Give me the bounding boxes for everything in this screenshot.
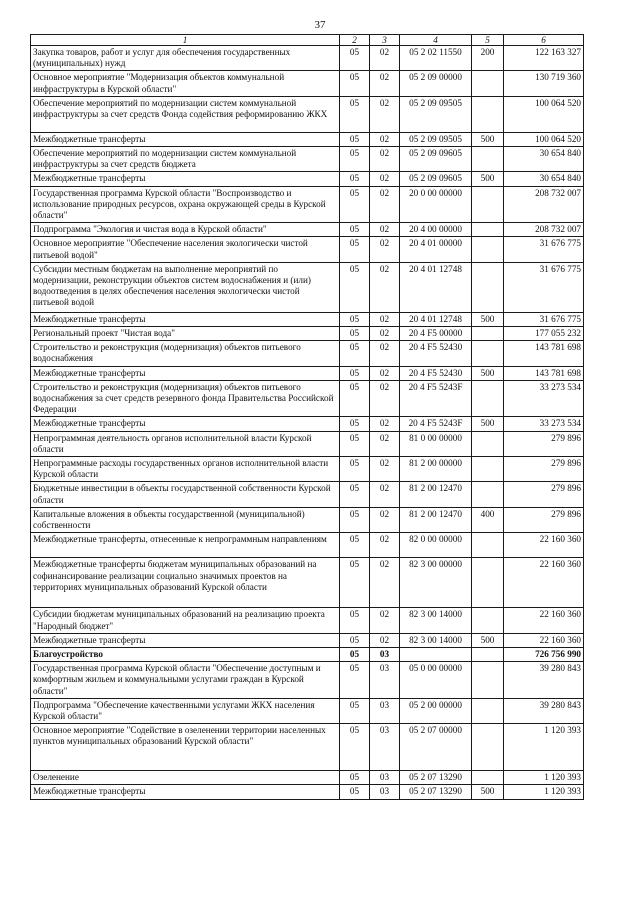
cell-name: Непрограммная деятельность органов исполнительной власти Курской области	[31, 431, 340, 456]
table-row	[31, 771, 584, 785]
table-row	[31, 698, 584, 723]
table-row	[31, 785, 584, 799]
cell-expense-type	[472, 71, 504, 96]
cell-amount: 1 120 393	[504, 771, 584, 785]
cell-target-article: 20 4 01 12748	[400, 312, 472, 326]
cell-amount: 208 732 007	[504, 186, 584, 223]
cell-expense-type	[472, 237, 504, 262]
cell-target-article: 05 2 09 09605	[400, 147, 472, 172]
col-header-section: 2	[340, 35, 370, 46]
cell-amount: 31 676 775	[504, 237, 584, 262]
cell-expense-type	[472, 724, 504, 771]
table-row	[31, 662, 584, 699]
col-header-subsection: 3	[370, 35, 400, 46]
cell-section: 05	[340, 132, 370, 146]
cell-subsection: 02	[370, 558, 400, 608]
cell-name: Межбюджетные трансферты, отнесенные к непрограммным направлениям	[31, 533, 340, 558]
cell-subsection: 03	[370, 647, 400, 661]
cell-amount: 726 756 990	[504, 647, 584, 661]
cell-amount: 122 163 327	[504, 46, 584, 71]
header-row	[31, 35, 584, 46]
cell-subsection: 02	[370, 186, 400, 223]
cell-amount: 33 273 534	[504, 380, 584, 417]
table-row	[31, 533, 584, 558]
cell-amount: 22 160 360	[504, 533, 584, 558]
table-row	[31, 633, 584, 647]
cell-amount: 279 896	[504, 507, 584, 532]
cell-subsection: 02	[370, 147, 400, 172]
col-header-expense-type: 5	[472, 35, 504, 46]
cell-expense-type	[472, 558, 504, 608]
cell-subsection: 02	[370, 507, 400, 532]
cell-name: Обеспечение мероприятий по модернизации систем коммунальной инфраструктуры за счет средств Фонда содействия реформированию ЖКХ	[31, 96, 340, 132]
cell-target-article: 20 4 01 00000	[400, 237, 472, 262]
cell-subsection: 02	[370, 417, 400, 431]
cell-subsection: 02	[370, 341, 400, 366]
cell-amount: 130 719 360	[504, 71, 584, 96]
cell-section: 05	[340, 46, 370, 71]
cell-target-article: 82 0 00 00000	[400, 533, 472, 558]
table-row	[31, 507, 584, 532]
cell-name: Закупка товаров, работ и услуг для обеспечения государственных (муниципальных) нужд	[31, 46, 340, 71]
cell-target-article: 05 2 09 09605	[400, 172, 472, 186]
table-row	[31, 647, 584, 661]
cell-amount: 30 654 840	[504, 147, 584, 172]
cell-subsection: 02	[370, 431, 400, 456]
cell-subsection: 03	[370, 785, 400, 799]
cell-name: Межбюджетные трансферты	[31, 785, 340, 799]
cell-target-article: 20 0 00 00000	[400, 186, 472, 223]
cell-expense-type	[472, 341, 504, 366]
cell-section: 05	[340, 223, 370, 237]
table-row	[31, 366, 584, 380]
cell-subsection: 02	[370, 608, 400, 633]
cell-name: Бюджетные инвестиции в объекты государственной собственности Курской области	[31, 482, 340, 507]
cell-section: 05	[340, 771, 370, 785]
table-row	[31, 96, 584, 132]
cell-subsection: 02	[370, 172, 400, 186]
cell-subsection: 02	[370, 46, 400, 71]
cell-name: Межбюджетные трансферты	[31, 312, 340, 326]
cell-name: Основное мероприятие "Содействие в озеленении территории населенных пунктов муниципальных образований Курской области"	[31, 724, 340, 771]
cell-target-article: 05 2 00 00000	[400, 698, 472, 723]
cell-name: Региональный проект "Чистая вода"	[31, 327, 340, 341]
cell-amount: 31 676 775	[504, 312, 584, 326]
cell-section: 05	[340, 698, 370, 723]
cell-section: 05	[340, 147, 370, 172]
table-row	[31, 262, 584, 312]
cell-section: 05	[340, 507, 370, 532]
cell-target-article: 82 3 00 00000	[400, 558, 472, 608]
cell-subsection: 02	[370, 380, 400, 417]
cell-subsection: 03	[370, 662, 400, 699]
cell-expense-type	[472, 662, 504, 699]
cell-name: Благоустройство	[31, 647, 340, 661]
table-row	[31, 312, 584, 326]
cell-section: 05	[340, 417, 370, 431]
cell-section: 05	[340, 312, 370, 326]
table-row	[31, 558, 584, 608]
cell-section: 05	[340, 633, 370, 647]
table-row	[31, 186, 584, 223]
cell-target-article: 05 2 09 09505	[400, 132, 472, 146]
cell-expense-type: 500	[472, 633, 504, 647]
cell-expense-type	[472, 96, 504, 132]
cell-target-article: 20 4 F5 52430	[400, 341, 472, 366]
cell-section: 05	[340, 327, 370, 341]
cell-subsection: 02	[370, 71, 400, 96]
cell-amount: 33 273 534	[504, 417, 584, 431]
cell-amount: 30 654 840	[504, 172, 584, 186]
cell-subsection: 02	[370, 366, 400, 380]
cell-expense-type	[472, 698, 504, 723]
cell-target-article: 05 2 07 00000	[400, 724, 472, 771]
cell-amount: 22 160 360	[504, 633, 584, 647]
col-header-amount: 6	[504, 35, 584, 46]
cell-amount: 143 781 698	[504, 366, 584, 380]
cell-name: Межбюджетные трансферты	[31, 417, 340, 431]
col-header-name: 1	[31, 35, 340, 46]
cell-amount: 39 280 843	[504, 698, 584, 723]
cell-expense-type	[472, 431, 504, 456]
cell-name: Озеленение	[31, 771, 340, 785]
table-row	[31, 417, 584, 431]
page-number: 37	[314, 19, 326, 31]
cell-subsection: 02	[370, 132, 400, 146]
cell-expense-type	[472, 647, 504, 661]
cell-subsection: 02	[370, 223, 400, 237]
cell-name: Непрограммные расходы государственных органов исполнительной власти Курской области	[31, 457, 340, 482]
cell-expense-type: 500	[472, 132, 504, 146]
cell-name: Государственная программа Курской области "Обеспечение доступным и комфортным жильем и коммунальными услугами граждан в Курской области"	[31, 662, 340, 699]
cell-name: Межбюджетные трансферты	[31, 633, 340, 647]
table-row	[31, 71, 584, 96]
cell-expense-type: 400	[472, 507, 504, 532]
cell-name: Строительство и реконструкция (модернизация) объектов питьевого водоснабжения за счет средств резервного фонда Правительства Российской Федерации	[31, 380, 340, 417]
cell-expense-type	[472, 327, 504, 341]
cell-name: Межбюджетные трансферты бюджетам муниципальных образований на софинансирование реализации социально значимых проектов на территориях муниципальных образований Курской области	[31, 558, 340, 608]
table-row	[31, 608, 584, 633]
cell-target-article: 20 4 01 12748	[400, 262, 472, 312]
table-row	[31, 46, 584, 71]
cell-name: Межбюджетные трансферты	[31, 172, 340, 186]
table-row	[31, 482, 584, 507]
cell-target-article: 05 2 09 00000	[400, 71, 472, 96]
cell-name: Межбюджетные трансферты	[31, 366, 340, 380]
cell-target-article: 20 4 F5 5243F	[400, 417, 472, 431]
cell-amount: 39 280 843	[504, 662, 584, 699]
cell-amount: 31 676 775	[504, 262, 584, 312]
cell-target-article: 82 3 00 14000	[400, 608, 472, 633]
cell-name: Подпрограмма "Экология и чистая вода в Курской области"	[31, 223, 340, 237]
cell-expense-type	[472, 608, 504, 633]
cell-subsection: 02	[370, 533, 400, 558]
cell-subsection: 03	[370, 724, 400, 771]
cell-section: 05	[340, 662, 370, 699]
cell-subsection: 03	[370, 698, 400, 723]
cell-target-article	[400, 647, 472, 661]
cell-amount: 22 160 360	[504, 608, 584, 633]
cell-target-article: 05 2 09 09505	[400, 96, 472, 132]
cell-target-article: 20 4 F5 00000	[400, 327, 472, 341]
cell-amount: 279 896	[504, 457, 584, 482]
cell-name: Строительство и реконструкция (модернизация) объектов питьевого водоснабжения	[31, 341, 340, 366]
cell-name: Подпрограмма "Обеспечение качественными услугами ЖКХ населения Курской области"	[31, 698, 340, 723]
cell-name: Основное мероприятие "Обеспечение населения экологически чистой питьевой водой"	[31, 237, 340, 262]
cell-section: 05	[340, 186, 370, 223]
cell-target-article: 20 4 F5 5243F	[400, 380, 472, 417]
table-row	[31, 132, 584, 146]
cell-amount: 279 896	[504, 431, 584, 456]
cell-expense-type: 500	[472, 785, 504, 799]
table-row	[31, 223, 584, 237]
cell-subsection: 02	[370, 96, 400, 132]
table-row	[31, 431, 584, 456]
cell-subsection: 02	[370, 237, 400, 262]
cell-target-article: 82 3 00 14000	[400, 633, 472, 647]
cell-section: 05	[340, 558, 370, 608]
cell-target-article: 81 2 00 00000	[400, 457, 472, 482]
cell-section: 05	[340, 482, 370, 507]
cell-subsection: 02	[370, 327, 400, 341]
cell-expense-type: 500	[472, 172, 504, 186]
cell-expense-type	[472, 457, 504, 482]
cell-target-article: 81 2 00 12470	[400, 507, 472, 532]
cell-amount: 279 896	[504, 482, 584, 507]
cell-name: Субсидии бюджетам муниципальных образований на реализацию проекта "Народный бюджет"	[31, 608, 340, 633]
table-row	[31, 380, 584, 417]
cell-subsection: 03	[370, 771, 400, 785]
cell-amount: 208 732 007	[504, 223, 584, 237]
cell-section: 05	[340, 785, 370, 799]
cell-amount: 177 055 232	[504, 327, 584, 341]
cell-amount: 22 160 360	[504, 558, 584, 608]
cell-expense-type: 500	[472, 417, 504, 431]
cell-section: 05	[340, 724, 370, 771]
cell-section: 05	[340, 457, 370, 482]
table-row	[31, 341, 584, 366]
cell-amount: 1 120 393	[504, 724, 584, 771]
cell-subsection: 02	[370, 633, 400, 647]
cell-name: Капитальные вложения в объекты государственной (муниципальной) собственности	[31, 507, 340, 532]
cell-section: 05	[340, 431, 370, 456]
cell-amount: 1 120 393	[504, 785, 584, 799]
cell-section: 05	[340, 380, 370, 417]
table-row	[31, 172, 584, 186]
cell-expense-type: 500	[472, 312, 504, 326]
cell-name: Субсидии местным бюджетам на выполнение мероприятий по модернизации, реконструкции объектов систем водоснабжения и (или) водоотведения в целях обеспечения населения экологически чистой питьевой водой	[31, 262, 340, 312]
table-row	[31, 457, 584, 482]
cell-subsection: 02	[370, 457, 400, 482]
cell-amount: 100 064 520	[504, 96, 584, 132]
cell-section: 05	[340, 341, 370, 366]
cell-target-article: 81 0 00 00000	[400, 431, 472, 456]
cell-target-article: 81 2 00 12470	[400, 482, 472, 507]
cell-expense-type	[472, 186, 504, 223]
col-header-target-article: 4	[400, 35, 472, 46]
cell-section: 05	[340, 237, 370, 262]
cell-amount: 100 064 520	[504, 132, 584, 146]
cell-name: Межбюджетные трансферты	[31, 132, 340, 146]
cell-expense-type	[472, 147, 504, 172]
cell-subsection: 02	[370, 262, 400, 312]
cell-subsection: 02	[370, 312, 400, 326]
cell-section: 05	[340, 172, 370, 186]
budget-table	[30, 34, 584, 800]
cell-section: 05	[340, 96, 370, 132]
cell-target-article: 05 2 07 13290	[400, 771, 472, 785]
cell-section: 05	[340, 533, 370, 558]
cell-section: 05	[340, 262, 370, 312]
cell-expense-type	[472, 223, 504, 237]
cell-amount: 143 781 698	[504, 341, 584, 366]
cell-target-article: 20 4 00 00000	[400, 223, 472, 237]
table-row	[31, 327, 584, 341]
cell-expense-type	[472, 262, 504, 312]
cell-section: 05	[340, 366, 370, 380]
cell-expense-type	[472, 380, 504, 417]
table-row	[31, 147, 584, 172]
cell-expense-type	[472, 771, 504, 785]
cell-section: 05	[340, 71, 370, 96]
cell-name: Основное мероприятие "Модернизация объектов коммунальной инфраструктуры в Курской области"	[31, 71, 340, 96]
cell-expense-type: 200	[472, 46, 504, 71]
cell-section: 05	[340, 647, 370, 661]
cell-target-article: 20 4 F5 52430	[400, 366, 472, 380]
cell-subsection: 02	[370, 482, 400, 507]
cell-target-article: 05 2 02 11550	[400, 46, 472, 71]
cell-expense-type	[472, 482, 504, 507]
cell-name: Государственная программа Курской области "Воспроизводство и использование природных ресурсов, охрана окружающей среды в Курской области"	[31, 186, 340, 223]
table-row	[31, 724, 584, 771]
table-row	[31, 237, 584, 262]
cell-expense-type	[472, 533, 504, 558]
cell-section: 05	[340, 608, 370, 633]
cell-target-article: 05 2 07 13290	[400, 785, 472, 799]
cell-expense-type: 500	[472, 366, 504, 380]
cell-target-article: 05 0 00 00000	[400, 662, 472, 699]
cell-name: Обеспечение мероприятий по модернизации систем коммунальной инфраструктуры за счет средств бюджета	[31, 147, 340, 172]
